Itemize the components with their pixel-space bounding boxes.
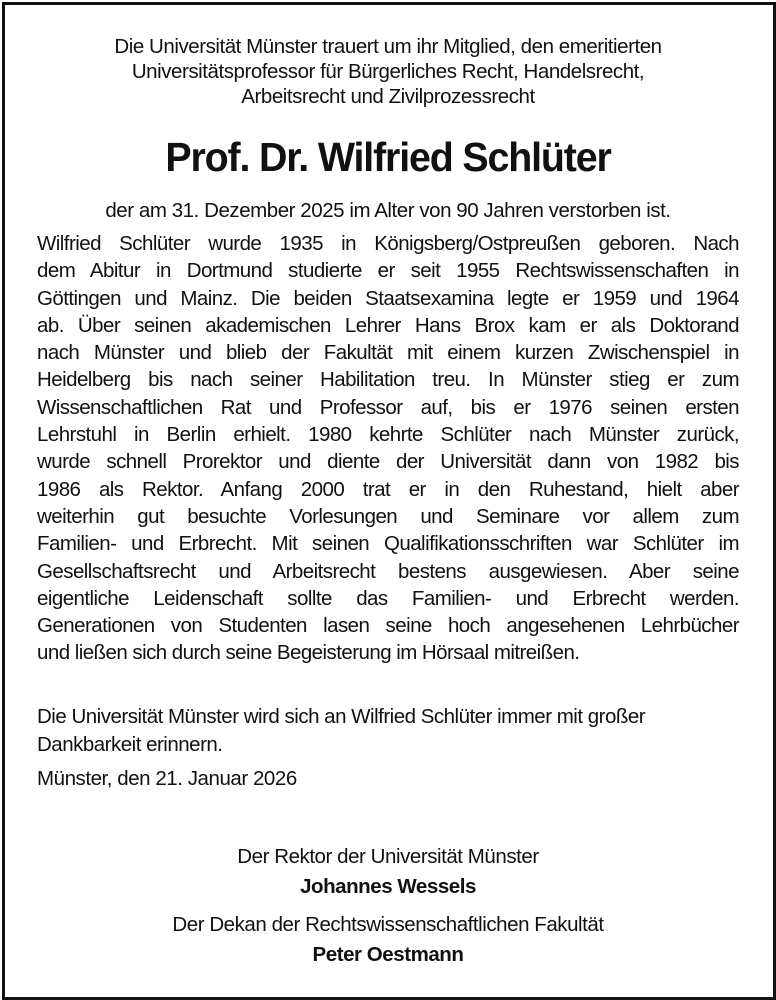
remembrance-line: Dankbarkeit erinnern. <box>37 733 223 756</box>
remembrance-line: Die Universität Münster wird sich an Wilfried Schlüter immer mit großer <box>37 705 646 728</box>
biography-line: Familien- und Erbrecht. Mit seinen Qualifikationsschriften war Schlüter im <box>37 532 739 556</box>
signatory-role-dean: Der Dekan der Rechtswissenschaftlichen Fakultät <box>172 913 604 936</box>
biography-line: eigentliche Leidenschaft sollte das Familien- und Erbrecht werden. <box>37 586 739 610</box>
biography-line: wurde schnell Prorektor und diente der Universität dann von 1982 bis <box>37 450 739 474</box>
biography-line: Gesellschaftsrecht und Arbeitsrecht bestens ausgewiesen. Aber seine <box>37 559 739 583</box>
signatures-block <box>37 842 739 970</box>
biography-line: weiterhin gut besuchte Vorlesungen und Seminare vor allem zum <box>37 504 739 528</box>
biography-line: nach Münster und blieb der Fakultät mit einem kurzen Zwischenspiel in <box>37 341 739 365</box>
biography-line: ab. Über seinen akademischen Lehrer Hans Brox kam er als Doktorand <box>37 313 739 337</box>
biography-line: Generationen von Studenten lasen seine hoch angesehenen Lehrbücher <box>37 614 739 638</box>
biography-paragraph <box>37 230 739 667</box>
signature-spacer <box>37 902 739 910</box>
biography-line: Lehrstuhl in Berlin erhielt. 1980 kehrte Schlüter nach Münster zurück, <box>37 423 739 447</box>
death-note: der am 31. Dezember 2025 im Alter von 90 Jahren verstorben ist. <box>105 199 671 222</box>
deceased-name: Prof. Dr. Wilfried Schlüter <box>165 134 611 180</box>
signatory-role-rector: Der Rektor der Universität Münster <box>237 845 539 868</box>
intro-line: Die Universität Münster trauert um ihr Mitglied, den emeritierten <box>114 35 662 58</box>
intro-line: Universitätsprofessor für Bürgerliches Recht, Handelsrecht, <box>131 60 645 83</box>
biography-line: Heidelberg bis nach seiner Habilitation treu. In Münster stieg er zum <box>37 368 739 392</box>
biography-line: Wilfried Schlüter wurde 1935 in Königsberg/Ostpreußen geboren. Nach <box>37 232 739 255</box>
biography-line: Göttingen und Mainz. Die beiden Staatsexamina legte er 1959 und 1964 <box>37 286 739 310</box>
remembrance-paragraph <box>37 703 739 759</box>
signatory-name-rector: Johannes Wessels <box>300 875 476 898</box>
intro-text <box>37 34 739 109</box>
biography-line: Wissenschaftlichen Rat und Professor auf, bis er 1976 seinen ersten <box>37 395 739 419</box>
biography-line: und ließen sich durch seine Begeisterung im Hörsaal mitreißen. <box>37 641 580 665</box>
signatory-name-dean: Peter Oestmann <box>312 943 464 966</box>
place-and-date: Münster, den 21. Januar 2026 <box>37 767 297 790</box>
biography-line: dem Abitur in Dortmund studierte er seit 1955 Rechtswissenschaften in <box>37 259 739 283</box>
intro-line: Arbeitsrecht und Zivilprozessrecht <box>241 85 535 108</box>
biography-line: 1986 als Rektor. Anfang 2000 trat er in den Ruhestand, hielt aber <box>37 477 739 501</box>
